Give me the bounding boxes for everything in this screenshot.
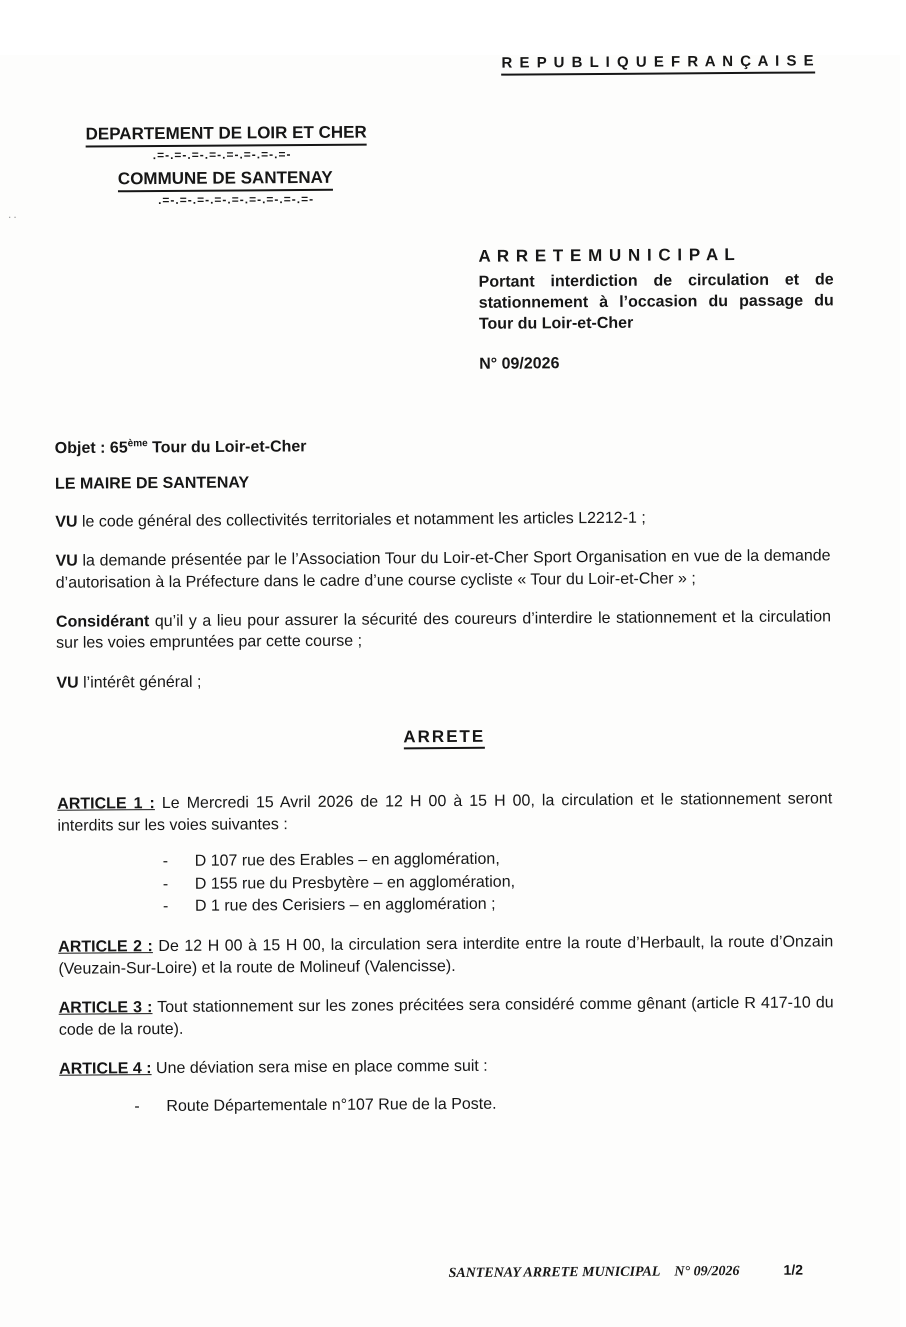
article-1-text: Le Mercredi 15 Avril 2026 de 12 H 00 à 15 H 00, la circulation et le stationnement seront interdits sur les voies suivantes : bbox=[57, 790, 833, 835]
list-marker: - bbox=[162, 897, 169, 915]
page-number: 1/2 bbox=[783, 1261, 804, 1278]
commune-title-text: COMMUNE DE SANTENAY bbox=[118, 168, 333, 192]
document-body bbox=[0, 244, 904, 1119]
document-subtitle: Portant interdiction de circulation et de stationnement à l’occasion du passage du Tour du Loir-et-Cher bbox=[478, 271, 834, 334]
list-marker: - bbox=[162, 875, 169, 893]
list-item bbox=[163, 891, 833, 918]
document-page bbox=[0, 52, 900, 1327]
recital-1-text: le code général des collectivités territoriales et notamment les articles L2212-1 ; bbox=[77, 509, 646, 531]
recital-3-lead: Considérant bbox=[55, 613, 150, 631]
list-marker: - bbox=[162, 853, 169, 871]
routes-interdites-list bbox=[163, 846, 833, 918]
recital-2-text: la demande présentée par le l’Association Tour du Loir-et-Cher Sport Organisation en vue de la demande d’autorisation à la Préfecture dans le cadre d’une course cycliste « Tour du Loir-et-Cher » ; bbox=[55, 547, 831, 592]
article-3-text: Tout stationnement sur les zones précitées sera considéré comme gênant (article R 417-10 du code de la route). bbox=[58, 994, 834, 1039]
article-4-text: Une déviation sera mise en place comme suit : bbox=[151, 1057, 488, 1078]
article-2 bbox=[58, 932, 833, 980]
department-title-text: DEPARTEMENT DE LOIR ET CHER bbox=[86, 123, 367, 148]
document-title: A R R E T E M U N I C I P A L bbox=[478, 245, 736, 266]
article-2-text: De 12 H 00 à 15 H 00, la circulation sera interdite entre la route d’Herbault, la route d’Onzain (Veuzain-Sur-Loire) et la route de Molineuf (Valencisse). bbox=[58, 933, 834, 978]
list-item-text: Route Départementale n°107 Rue de la Poste. bbox=[166, 1095, 497, 1115]
document-number: N° 09/2026 bbox=[479, 355, 560, 374]
footer-document-number: N° 09/2026 bbox=[674, 1263, 740, 1280]
republic-header-text: R E P U B L I Q U E F R A N Ç A I S E bbox=[501, 52, 815, 75]
separator-line-1: .=-.=-.=-.=-.=-.=-.=-.=- bbox=[152, 147, 292, 163]
title-block bbox=[478, 244, 834, 374]
maire-line: LE MAIRE DE SANTENAY bbox=[54, 474, 250, 493]
article-1 bbox=[57, 789, 832, 837]
footer-title: SANTENAY ARRETE MUNICIPAL bbox=[448, 1264, 661, 1282]
article-4 bbox=[59, 1053, 834, 1080]
recital-2 bbox=[55, 545, 830, 593]
list-item bbox=[134, 1091, 834, 1118]
recital-4-lead: VU bbox=[56, 674, 79, 692]
list-marker: - bbox=[134, 1097, 140, 1115]
article-3 bbox=[59, 993, 834, 1041]
recital-1-lead: VU bbox=[55, 513, 78, 531]
article-4-lead: ARTICLE 4 : bbox=[59, 1060, 152, 1078]
scan-artifact: .. bbox=[8, 207, 19, 221]
recital-4 bbox=[56, 667, 831, 694]
department-title bbox=[86, 119, 898, 145]
separator-line-2: .=-.=-.=-.=-.=-.=-.=-.=-.=- bbox=[157, 191, 315, 208]
republic-header bbox=[0, 52, 815, 75]
objet-line bbox=[55, 434, 830, 459]
objet-superscript: ème bbox=[127, 438, 148, 450]
list-item-text: D 107 rue des Erables – en agglomération, bbox=[194, 850, 500, 870]
deviation-list bbox=[134, 1091, 834, 1118]
list-item-text: D 155 rue du Presbytère – en agglomération, bbox=[194, 873, 516, 893]
objet-suffix: Tour du Loir-et-Cher bbox=[147, 438, 307, 457]
article-1-lead: ARTICLE 1 : bbox=[57, 795, 155, 814]
recital-2-lead: VU bbox=[55, 552, 78, 570]
arrete-heading bbox=[57, 725, 832, 750]
recital-4-text: l’intérêt général ; bbox=[78, 673, 202, 692]
article-3-lead: ARTICLE 3 : bbox=[58, 999, 153, 1017]
article-2-lead: ARTICLE 2 : bbox=[58, 938, 153, 957]
objet-prefix: Objet : 65 bbox=[54, 439, 128, 458]
commune-title bbox=[118, 164, 898, 189]
recital-1 bbox=[55, 506, 830, 533]
list-item-text: D 1 rue des Cerisiers – en agglomération ; bbox=[194, 895, 496, 915]
arrete-heading-text: ARRETE bbox=[403, 727, 485, 750]
recital-3-text: qu’il y a lieu pour assurer la sécurité des coureurs d’interdire le stationnement et la circulation sur les voies empruntées par cette course ; bbox=[56, 608, 832, 653]
recital-3 bbox=[56, 606, 831, 654]
page-footer bbox=[448, 1262, 803, 1282]
